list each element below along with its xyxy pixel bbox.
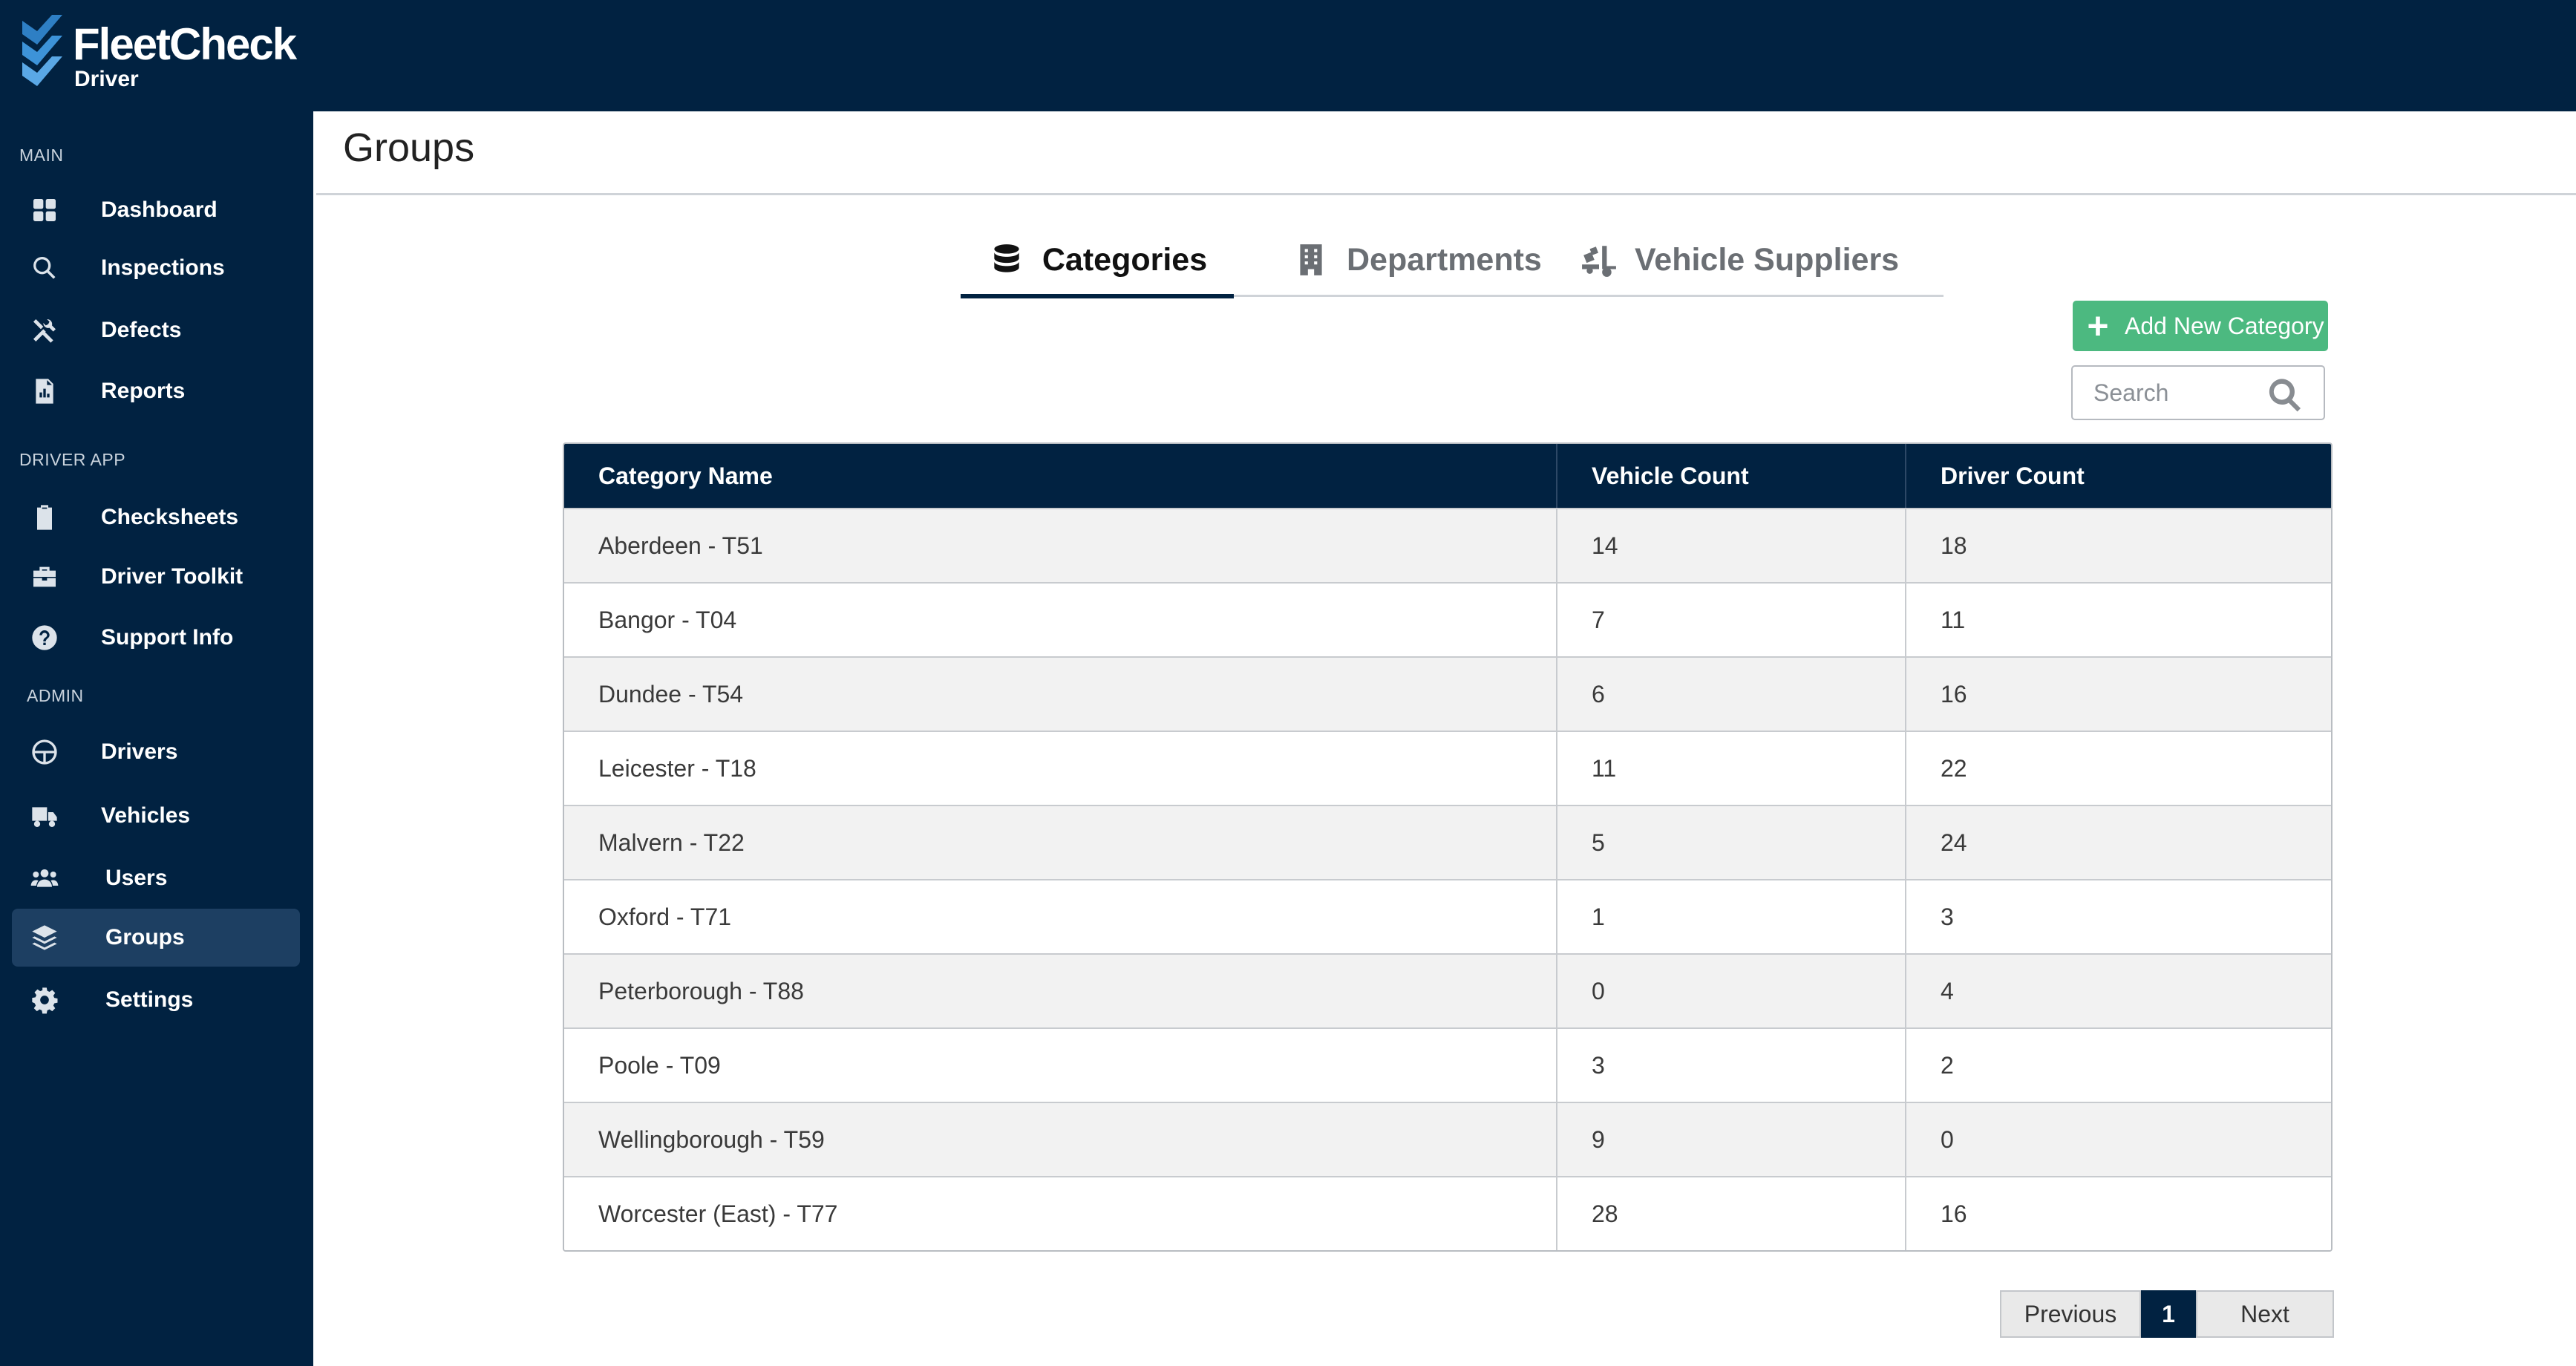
table-row[interactable] <box>564 1027 2331 1102</box>
tools-icon <box>28 314 61 347</box>
add-new-category-button[interactable] <box>2073 301 2328 351</box>
cell-vehicle-count: 3 <box>1557 1029 1906 1102</box>
cell-vehicle-count: 11 <box>1557 732 1906 805</box>
sidebar-item-label: Groups <box>105 925 185 950</box>
tab-label: Departments <box>1347 241 1542 278</box>
sidebar-item-label: Checksheets <box>101 505 239 529</box>
tab-categories[interactable] <box>961 223 1234 297</box>
sidebar-item-label: Reports <box>101 379 186 403</box>
toolbox-icon <box>28 561 61 593</box>
users-icon <box>28 862 61 895</box>
next-page-button[interactable]: Next <box>2196 1290 2334 1338</box>
sidebar-item-label: Driver Toolkit <box>101 564 243 589</box>
sidebar-section-admin: ADMIN <box>27 686 84 705</box>
logo-brand: FleetCheck <box>73 19 296 69</box>
tab-departments-visible[interactable] <box>1292 223 1542 297</box>
table-row[interactable] <box>564 953 2331 1027</box>
plus-icon: + <box>2087 305 2109 347</box>
cell-category-name: Bangor - T04 <box>564 584 1557 656</box>
pagination <box>2000 1290 2334 1338</box>
sidebar-item-label: Defects <box>101 318 182 342</box>
sidebar-item-reports[interactable] <box>12 362 300 420</box>
cell-category-name: Leicester - T18 <box>564 732 1557 805</box>
clipboard-check-icon <box>28 501 61 534</box>
gear-icon <box>28 984 61 1016</box>
tab-label: Vehicle Suppliers <box>1635 241 1900 278</box>
sidebar-item-label: Vehicles <box>101 803 191 828</box>
cell-driver-count: 18 <box>1941 532 1967 559</box>
sidebar-section-driver-app: DRIVER APP <box>19 450 126 469</box>
truck-loading-icon <box>1580 241 1618 279</box>
tab-label: Categories <box>1042 241 1208 278</box>
truck-icon <box>28 800 61 832</box>
header-vehicle-count[interactable]: Vehicle Count <box>1557 444 1906 508</box>
sidebar-item-vehicles[interactable] <box>12 787 300 845</box>
question-circle-icon <box>28 621 61 654</box>
cell-category-name: Aberdeen - T51 <box>564 509 1557 582</box>
table-row[interactable] <box>564 1102 2331 1176</box>
sidebar-item-inspections[interactable] <box>12 239 300 297</box>
add-button-label: Add New Category <box>2125 312 2324 339</box>
sidebar-item-support-info[interactable] <box>12 609 300 667</box>
cell-category-name: Poole - T09 <box>564 1029 1557 1102</box>
cell-driver-count: 16 <box>1941 680 1967 707</box>
sidebar-item-label: Inspections <box>101 255 225 280</box>
sidebar-section-main: MAIN <box>19 146 64 165</box>
cell-driver-count: 22 <box>1941 754 1967 782</box>
page-title: Groups <box>343 125 475 170</box>
cell-vehicle-count: 6 <box>1557 658 1906 731</box>
cell-vehicle-count: 1 <box>1557 880 1906 953</box>
cell-vehicle-count: 5 <box>1557 806 1906 879</box>
sidebar-item-drivers[interactable] <box>12 723 300 781</box>
cell-vehicle-count: 7 <box>1557 584 1906 656</box>
search-icon[interactable] <box>2266 376 2304 414</box>
cell-category-name: Peterborough - T88 <box>564 955 1557 1027</box>
building-icon <box>1292 241 1330 279</box>
sidebar-item-label: Support Info <box>101 625 234 650</box>
sidebar-item-label: Dashboard <box>101 197 218 222</box>
cell-category-name: Dundee - T54 <box>564 658 1557 731</box>
table-row[interactable] <box>564 879 2331 953</box>
database-icon <box>987 241 1026 279</box>
logo-subtitle: Driver <box>74 67 139 91</box>
cell-vehicle-count: 28 <box>1557 1177 1906 1250</box>
previous-page-button[interactable]: Previous <box>2000 1290 2141 1338</box>
header-category-name[interactable]: Category Name <box>564 444 1557 508</box>
table-row[interactable] <box>564 656 2331 731</box>
logo-mark-icon <box>19 15 65 89</box>
tab-vehicle-suppliers[interactable] <box>1580 223 1899 297</box>
sidebar-item-defects[interactable] <box>12 301 300 359</box>
table-header <box>564 444 2331 508</box>
cell-driver-count: 0 <box>1941 1125 1954 1153</box>
cell-vehicle-count: 9 <box>1557 1103 1906 1176</box>
cell-vehicle-count: 0 <box>1557 955 1906 1027</box>
main-content <box>313 111 2576 1366</box>
cell-driver-count: 3 <box>1941 903 1954 930</box>
sidebar-item-label: Users <box>105 866 168 890</box>
sidebar-item-driver-toolkit[interactable] <box>12 548 300 606</box>
table-row[interactable] <box>564 508 2331 582</box>
cell-driver-count: 24 <box>1941 829 1967 856</box>
steering-wheel-icon <box>28 736 61 768</box>
cell-driver-count: 2 <box>1941 1051 1954 1079</box>
search-box <box>2071 365 2325 420</box>
layers-icon <box>28 921 61 954</box>
table-row[interactable] <box>564 805 2331 879</box>
sidebar-item-dashboard[interactable] <box>12 181 300 239</box>
sidebar-item-users[interactable] <box>12 849 300 907</box>
dashboard-icon <box>28 194 61 226</box>
title-divider <box>316 193 2576 195</box>
sidebar-item-checksheets[interactable] <box>12 488 300 546</box>
logo[interactable] <box>19 12 316 99</box>
sidebar-item-groups[interactable] <box>12 909 300 967</box>
categories-table <box>563 442 2333 1252</box>
search-input[interactable] <box>2093 370 2279 415</box>
report-icon <box>28 375 61 408</box>
top-bar <box>0 0 2576 111</box>
sidebar-item-label: Drivers <box>101 739 178 764</box>
active-tab-underline <box>961 294 1234 298</box>
search-icon <box>28 252 61 284</box>
cell-driver-count: 16 <box>1941 1200 1967 1227</box>
cell-driver-count: 4 <box>1941 977 1954 1004</box>
table-row[interactable] <box>564 1176 2331 1250</box>
cell-category-name: Oxford - T71 <box>564 880 1557 953</box>
cell-category-name: Malvern - T22 <box>564 806 1557 879</box>
sidebar-item-settings[interactable] <box>12 971 300 1029</box>
cell-category-name: Wellingborough - T59 <box>564 1103 1557 1176</box>
header-driver-count[interactable]: Driver Count <box>1941 462 2085 489</box>
sidebar-item-label: Settings <box>105 987 194 1012</box>
sidebar <box>0 111 313 1366</box>
current-page-button[interactable]: 1 <box>2141 1290 2196 1338</box>
cell-category-name: Worcester (East) - T77 <box>564 1177 1557 1250</box>
table-row[interactable] <box>564 731 2331 805</box>
table-row[interactable] <box>564 582 2331 656</box>
cell-driver-count: 11 <box>1941 606 1966 633</box>
cell-vehicle-count: 14 <box>1557 509 1906 582</box>
